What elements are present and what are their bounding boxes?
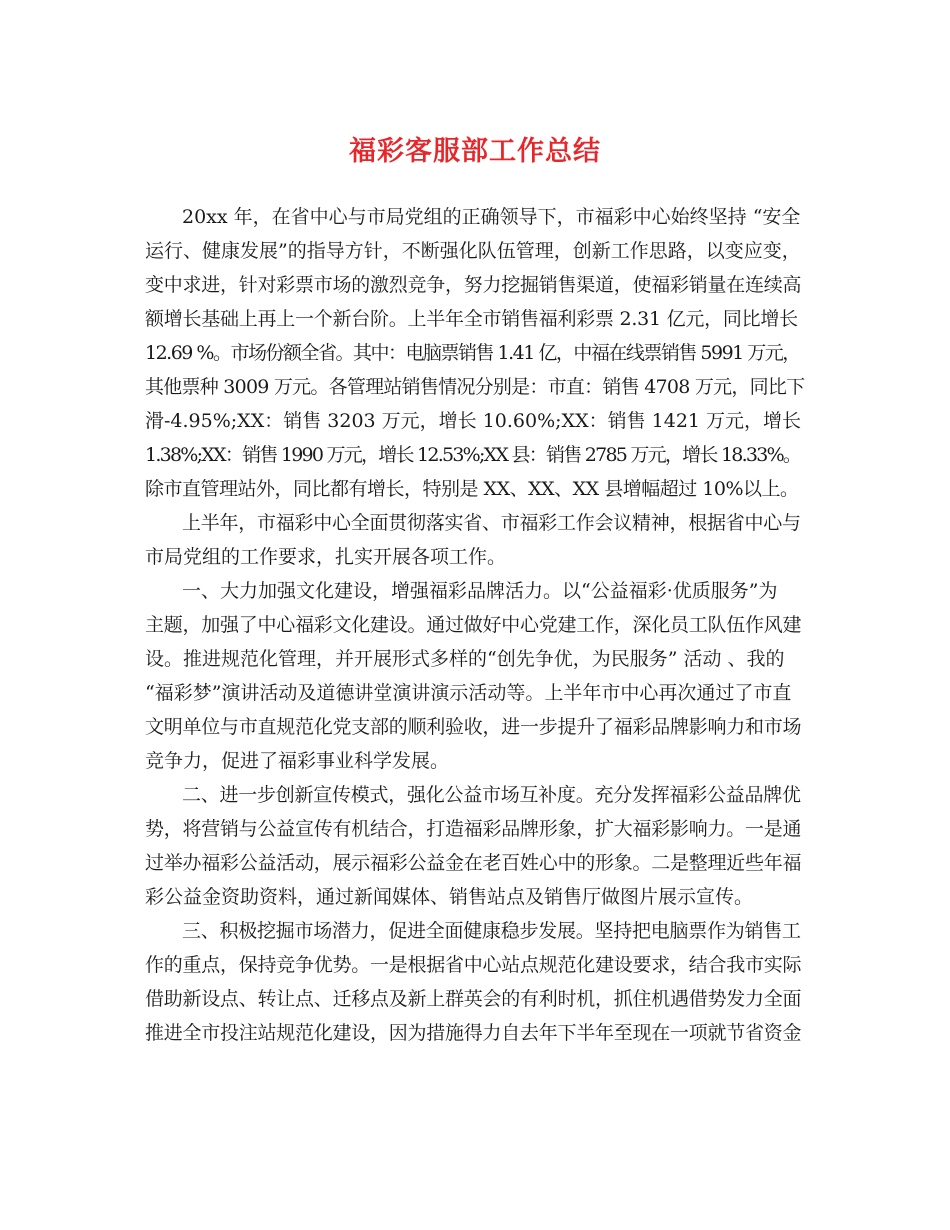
paragraph-line: 彩公益金资助资料，通过新闻媒体、销售站点及销售厅做图片展示宣传。: [145, 886, 754, 908]
paragraph-line: 过举办福彩公益活动，展示福彩公益金在老百姓心中的形象。二是整理近些年福: [145, 852, 802, 874]
paragraph-first-line: 二、进一步创新宣传模式，强化公益市场互补度。充分发挥福彩公益品牌优: [182, 784, 801, 806]
paragraph-line: 1.38%;XX：销售 1990 万元，增长 12.53%;XX 县：销售 2785 万元，增长 18.33%。: [145, 444, 801, 466]
paragraph-first-line: 三、积极挖掘市场潜力，促进全面健康稳步发展。坚持把电脑票作为销售工: [182, 920, 801, 942]
paragraph-line: 其他票种 3009 万元。各管理站销售情况分别是：市直：销售 4708 万元，同比下: [145, 376, 805, 398]
paragraph-first-line: 20xx 年，在省中心与市局党组的正确领导下，市福彩中心始终坚持 “安全: [182, 206, 801, 228]
paragraph-line: 借助新设点、转让点、迁移点及新上群英会的有利时机，抓住机遇借势发力全面: [145, 988, 802, 1010]
paragraph-line: 主题，加强了中心福彩文化建设。通过做好中心党建工作，深化员工队伍作风建: [145, 614, 802, 636]
paragraph-line: 推进全市投注站规范化建设，因为措施得力自去年下半年至现在一项就节省资金: [145, 1022, 802, 1044]
paragraph-line: 额增长基础上再上一个新台阶。上半年全市销售福利彩票 2.31 亿元，同比增长: [145, 308, 798, 330]
paragraph-line: “福彩梦”演讲活动及道德讲堂演讲演示活动等。上半年市中心再次通过了市直: [145, 682, 792, 704]
paragraph-line: 12.69 %。市场份额全省。其中：电脑票销售 1.41 亿，中福在线票销售 5991 万元，: [145, 342, 800, 364]
paragraph-line: 变中求进，针对彩票市场的激烈竞争，努力挖掘销售渠道，使福彩销量在连续高: [145, 274, 802, 296]
paragraph-line: 市局党组的工作要求，扎实开展各项工作。: [145, 546, 507, 568]
paragraph-line: 文明单位与市直规范化党支部的顺利验收，进一步提升了福彩品牌影响力和市场: [145, 716, 802, 738]
paragraph-line: 势，将营销与公益宣传有机结合，打造福彩品牌形象，扩大福彩影响力。一是通: [145, 818, 802, 840]
paragraph-first-line: 上半年，市福彩中心全面贯彻落实省、市福彩工作会议精神，根据省中心与: [182, 512, 801, 534]
paragraph-line: 竞争力，促进了福彩事业科学发展。: [145, 750, 450, 772]
paragraph-line: 除市直管理站外，同比都有增长，特别是 XX、XX、XX 县增幅超过 10%以上。: [145, 478, 799, 500]
paragraph-line: 作的重点，保持竞争优势。一是根据省中心站点规范化建设要求，结合我市实际: [145, 954, 802, 976]
paragraph-line: 运行、健康发展”的指导方针，不断强化队伍管理，创新工作思路，以变应变，: [145, 240, 801, 262]
paragraph-line: 滑-4.95%;XX：销售 3203 万元，增长 10.60%;XX：销售 1421 万元，增长: [145, 410, 802, 432]
paragraph-first-line: 一、大力加强文化建设，增强福彩品牌活力。以“公益福彩·优质服务”为: [182, 580, 778, 602]
document-body: [145, 200, 805, 1050]
paragraph-line: 设。推进规范化管理，并开展形式多样的“创先争优，为民服务” 活动 、我的: [145, 648, 785, 670]
document-title: 福彩客服部工作总结: [349, 136, 601, 167]
